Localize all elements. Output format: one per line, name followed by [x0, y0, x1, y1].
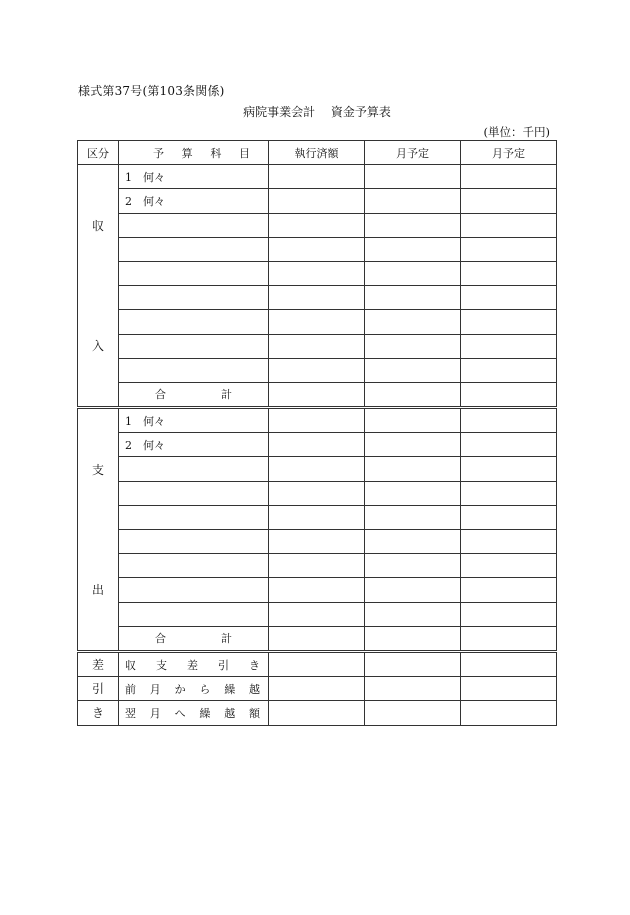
- balance-row-label: [119, 701, 269, 725]
- month1-plan-cell[interactable]: [365, 651, 461, 676]
- balance-row-label: [119, 651, 269, 676]
- month1-plan-cell[interactable]: [365, 237, 461, 261]
- month2-plan-cell[interactable]: [461, 261, 557, 285]
- header-item-char: 予: [153, 146, 164, 160]
- executed-amount-cell[interactable]: [269, 334, 365, 358]
- month1-plan-cell[interactable]: [365, 334, 461, 358]
- month2-plan-cell[interactable]: [461, 213, 557, 237]
- month2-plan-cell[interactable]: [461, 651, 557, 676]
- executed-amount-cell[interactable]: [269, 213, 365, 237]
- header-item-char: 目: [238, 146, 250, 160]
- month2-plan-cell[interactable]: [461, 530, 557, 554]
- executed-amount-cell[interactable]: [269, 433, 365, 457]
- month1-plan-cell[interactable]: [365, 530, 461, 554]
- total-char: 計: [221, 388, 232, 402]
- month2-plan-cell[interactable]: [461, 237, 557, 261]
- month2-plan-cell[interactable]: [461, 626, 557, 651]
- budget-item-cell: 1 何々: [119, 165, 269, 189]
- budget-item-cell: [119, 457, 269, 481]
- month1-plan-cell[interactable]: [365, 701, 461, 725]
- month1-plan-cell[interactable]: [365, 189, 461, 213]
- month2-plan-cell[interactable]: [461, 310, 557, 334]
- executed-amount-cell[interactable]: [269, 286, 365, 310]
- table-row: [78, 189, 557, 213]
- header-month1: 月予定: [365, 141, 461, 165]
- table-row: [78, 213, 557, 237]
- budget-item-cell: 2 何々: [119, 189, 269, 213]
- month2-plan-cell[interactable]: [461, 382, 557, 407]
- table-row: [78, 310, 557, 334]
- month2-plan-cell[interactable]: [461, 189, 557, 213]
- budget-item-cell: [119, 358, 269, 382]
- expense-label-top: 支: [91, 462, 104, 477]
- balance-label-char: 越: [248, 682, 260, 696]
- month2-plan-cell[interactable]: [461, 701, 557, 725]
- expense-total-row: [78, 626, 557, 651]
- month1-plan-cell[interactable]: [365, 382, 461, 407]
- header-item-char: 算: [181, 146, 193, 160]
- table-row: [78, 165, 557, 189]
- month2-plan-cell[interactable]: [461, 481, 557, 505]
- budget-item-cell: [119, 481, 269, 505]
- unit-label: (単位：千円): [483, 125, 550, 139]
- month1-plan-cell[interactable]: [365, 481, 461, 505]
- balance-label-char: 翌: [125, 706, 136, 720]
- balance-label-char: 支: [156, 658, 167, 672]
- table-row: [78, 457, 557, 481]
- title-part1: 病院事業会計: [243, 105, 316, 119]
- balance-label-char: 前: [125, 682, 136, 696]
- balance-row-label: [119, 677, 269, 701]
- table-row: [78, 261, 557, 285]
- month1-plan-cell[interactable]: [365, 408, 461, 433]
- balance-side-char: き: [78, 701, 119, 725]
- budget-item-cell: [119, 602, 269, 626]
- balance-label-char: 越: [224, 706, 236, 720]
- executed-amount-cell[interactable]: [269, 382, 365, 407]
- income-total-label: [119, 382, 269, 407]
- balance-row: [78, 677, 557, 701]
- balance-label-char: 収: [125, 658, 136, 672]
- balance-label-char: き: [249, 658, 260, 672]
- table-row: [78, 358, 557, 382]
- table-row: [78, 505, 557, 529]
- header-item: [119, 141, 269, 165]
- budget-item-cell: [119, 578, 269, 602]
- executed-amount-cell[interactable]: [269, 165, 365, 189]
- executed-amount-cell[interactable]: [269, 261, 365, 285]
- expense-section-label: [78, 408, 119, 652]
- month1-plan-cell[interactable]: [365, 286, 461, 310]
- budget-table: [77, 140, 557, 726]
- executed-amount-cell[interactable]: [269, 505, 365, 529]
- month2-plan-cell[interactable]: [461, 554, 557, 578]
- balance-label-char: 月: [149, 706, 161, 720]
- month2-plan-cell[interactable]: [461, 358, 557, 382]
- table-row: [78, 408, 557, 433]
- executed-amount-cell[interactable]: [269, 481, 365, 505]
- executed-amount-cell[interactable]: [269, 578, 365, 602]
- budget-item-cell: [119, 213, 269, 237]
- month2-plan-cell[interactable]: [461, 457, 557, 481]
- month1-plan-cell[interactable]: [365, 165, 461, 189]
- header-row: [78, 141, 557, 165]
- table-row: [78, 554, 557, 578]
- executed-amount-cell[interactable]: [269, 554, 365, 578]
- budget-item-cell: [119, 554, 269, 578]
- executed-amount-cell[interactable]: [269, 677, 365, 701]
- document-title: [0, 103, 630, 120]
- executed-amount-cell[interactable]: [269, 457, 365, 481]
- balance-row: [78, 701, 557, 725]
- budget-item-cell: [119, 237, 269, 261]
- balance-side-char: 引: [78, 677, 119, 701]
- header-executed: 執行済額: [269, 141, 365, 165]
- month1-plan-cell[interactable]: [365, 457, 461, 481]
- balance-label-char: へ: [174, 706, 186, 720]
- budget-item-cell: [119, 286, 269, 310]
- income-label-top: 収: [91, 218, 104, 233]
- table-row: [78, 530, 557, 554]
- budget-item-cell: 2 何々: [119, 433, 269, 457]
- month1-plan-cell[interactable]: [365, 505, 461, 529]
- month1-plan-cell[interactable]: [365, 310, 461, 334]
- month1-plan-cell[interactable]: [365, 213, 461, 237]
- income-section: [78, 165, 557, 408]
- income-section-label: [78, 165, 119, 408]
- balance-label-char: ら: [199, 682, 211, 696]
- month2-plan-cell[interactable]: [461, 602, 557, 626]
- month2-plan-cell[interactable]: [461, 677, 557, 701]
- table-row: [78, 433, 557, 457]
- month1-plan-cell[interactable]: [365, 626, 461, 651]
- total-char: 合: [155, 632, 166, 646]
- executed-amount-cell[interactable]: [269, 701, 365, 725]
- month1-plan-cell[interactable]: [365, 433, 461, 457]
- executed-amount-cell[interactable]: [269, 408, 365, 433]
- executed-amount-cell[interactable]: [269, 651, 365, 676]
- table-row: [78, 237, 557, 261]
- income-label-bottom: 入: [91, 339, 104, 354]
- month1-plan-cell[interactable]: [365, 261, 461, 285]
- executed-amount-cell[interactable]: [269, 310, 365, 334]
- balance-label-char: 月: [149, 682, 161, 696]
- month2-plan-cell[interactable]: [461, 286, 557, 310]
- total-char: 合: [155, 388, 166, 402]
- balance-label-char: 繰: [224, 682, 236, 696]
- executed-amount-cell[interactable]: [269, 237, 365, 261]
- budget-item-cell: [119, 310, 269, 334]
- balance-section: [78, 651, 557, 725]
- month1-plan-cell[interactable]: [365, 677, 461, 701]
- month2-plan-cell[interactable]: [461, 433, 557, 457]
- budget-item-cell: [119, 530, 269, 554]
- table-row: [78, 481, 557, 505]
- income-total-row: [78, 382, 557, 407]
- balance-label-char: 繰: [199, 706, 211, 720]
- balance-row: [78, 651, 557, 676]
- month1-plan-cell[interactable]: [365, 358, 461, 382]
- expense-total-label: [119, 626, 269, 651]
- table-row: [78, 578, 557, 602]
- table-row: [78, 334, 557, 358]
- balance-label-char: 差: [187, 658, 198, 672]
- table-row: [78, 286, 557, 310]
- title-part2: 資金予算表: [330, 105, 391, 119]
- balance-side-char: 差: [78, 651, 119, 676]
- budget-item-cell: [119, 505, 269, 529]
- executed-amount-cell[interactable]: [269, 530, 365, 554]
- budget-item-cell: [119, 334, 269, 358]
- month1-plan-cell[interactable]: [365, 578, 461, 602]
- balance-label-char: か: [174, 682, 186, 696]
- balance-label-char: 額: [248, 706, 260, 720]
- executed-amount-cell[interactable]: [269, 626, 365, 651]
- month1-plan-cell[interactable]: [365, 554, 461, 578]
- month2-plan-cell[interactable]: [461, 334, 557, 358]
- month2-plan-cell[interactable]: [461, 578, 557, 602]
- executed-amount-cell[interactable]: [269, 358, 365, 382]
- balance-label-char: 引: [218, 658, 229, 672]
- header-month2: 月予定: [461, 141, 557, 165]
- table-row: [78, 602, 557, 626]
- total-char: 計: [221, 632, 232, 646]
- executed-amount-cell[interactable]: [269, 189, 365, 213]
- header-division: 区分: [78, 141, 119, 165]
- budget-item-cell: 1 何々: [119, 408, 269, 433]
- expense-section: [78, 408, 557, 652]
- month2-plan-cell[interactable]: [461, 505, 557, 529]
- form-number: 様式第37号(第103条関係): [78, 84, 225, 98]
- month2-plan-cell[interactable]: [461, 408, 557, 433]
- expense-label-bottom: 出: [91, 583, 104, 598]
- month1-plan-cell[interactable]: [365, 602, 461, 626]
- executed-amount-cell[interactable]: [269, 602, 365, 626]
- month2-plan-cell[interactable]: [461, 165, 557, 189]
- budget-item-cell: [119, 261, 269, 285]
- header-item-char: 科: [210, 146, 222, 160]
